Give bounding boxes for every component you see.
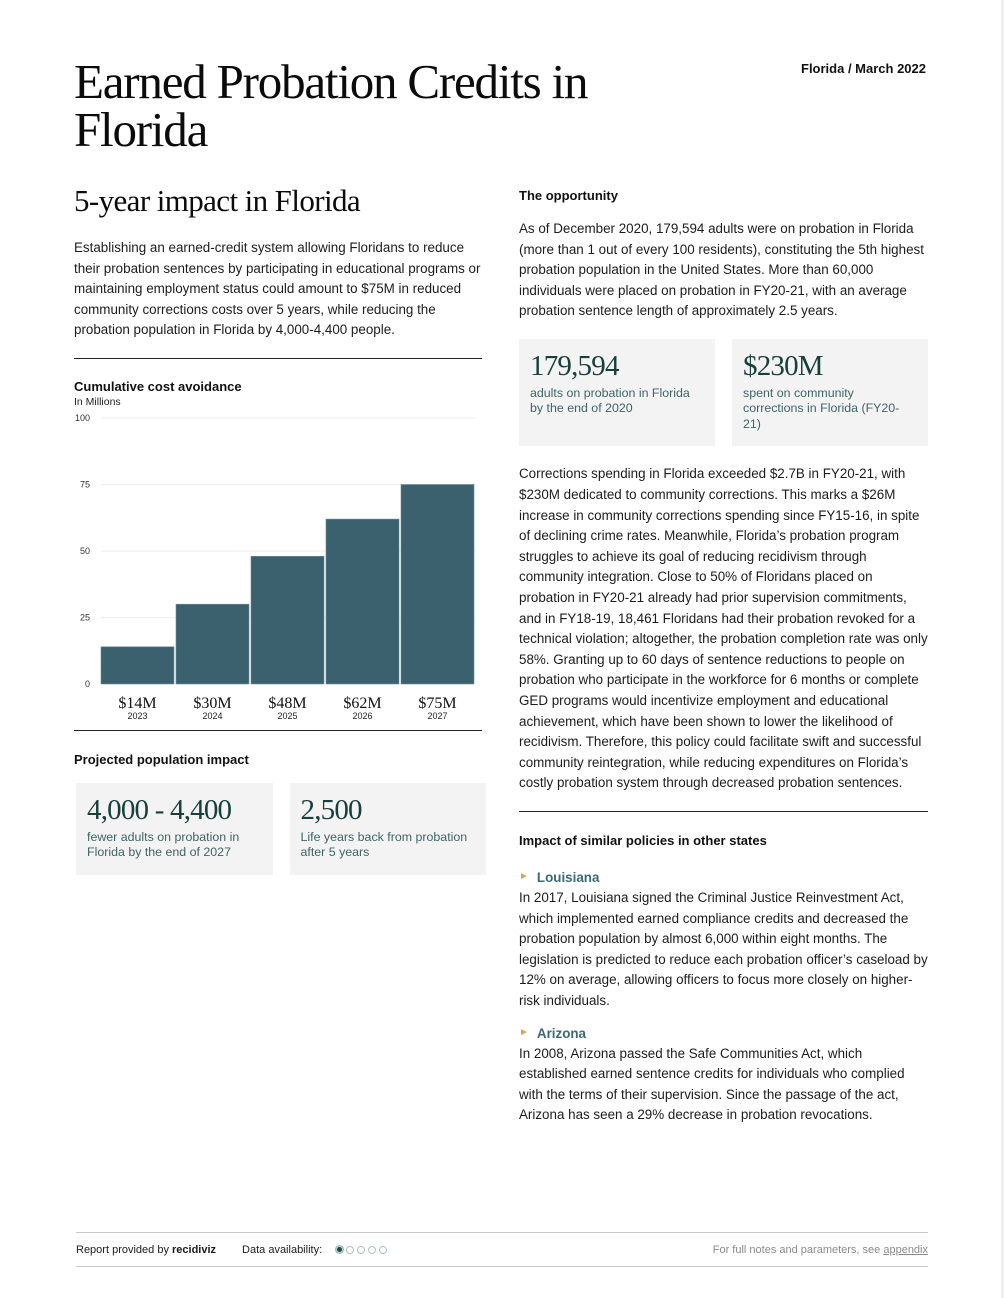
stat-card-community-spending bbox=[732, 339, 928, 447]
intro-paragraph: Establishing an earned-credit system allowing Floridans to reduce their probation sentences by participating in educational programs or maintaining employment status could amount to $75M in reduced community corrections costs over 5 years, while reducing the probation population in Florida by 4,000-4,400 people. bbox=[74, 240, 481, 338]
y-tick-label: 25 bbox=[79, 612, 90, 623]
bar bbox=[326, 519, 399, 684]
chart-subtitle: In Millions bbox=[74, 395, 121, 408]
triangle-right-icon: ► bbox=[519, 871, 529, 883]
x-tick-label: 2025 bbox=[277, 710, 298, 720]
bar-value-label: $30M bbox=[193, 694, 232, 712]
x-tick-label: 2023 bbox=[127, 710, 148, 720]
brand-name: recidiviz bbox=[172, 1243, 217, 1256]
divider bbox=[519, 811, 928, 812]
stat-card-adults-on-probation bbox=[519, 339, 715, 447]
section-title: 5-year impact in Florida bbox=[74, 183, 361, 218]
stat-card-life-years bbox=[290, 783, 487, 875]
availability-dot-empty bbox=[357, 1246, 365, 1254]
provided-by-label: Report provided by bbox=[76, 1243, 172, 1256]
state-name: Louisiana bbox=[536, 869, 600, 885]
bar bbox=[401, 484, 474, 684]
state-name: Arizona bbox=[536, 1025, 587, 1041]
y-tick-label: 50 bbox=[79, 545, 90, 556]
chart-title: Cumulative cost avoidance bbox=[74, 378, 242, 394]
divider bbox=[74, 730, 482, 731]
stat-description: Life years back from probation after 5 years bbox=[300, 829, 468, 860]
triangle-right-icon: ► bbox=[519, 1027, 529, 1039]
x-tick-label: 2026 bbox=[352, 710, 373, 720]
bar-value-label: $75M bbox=[418, 694, 457, 712]
report-provided-by bbox=[76, 1244, 216, 1256]
opportunity-cards bbox=[519, 339, 928, 447]
availability-dot-filled bbox=[336, 1246, 343, 1253]
availability-dot-empty bbox=[346, 1246, 354, 1254]
document-meta: Florida / March 2022 bbox=[801, 61, 926, 76]
availability-dot-empty bbox=[379, 1246, 387, 1254]
projected-impact-title: Projected population impact bbox=[74, 751, 249, 767]
stat-description: adults on probation in Florida by the end of 2020 bbox=[530, 385, 690, 416]
stat-value: 179,594 bbox=[530, 349, 619, 382]
stat-value: 2,500 bbox=[300, 793, 362, 826]
bar-chart-svg bbox=[74, 410, 482, 720]
y-tick-label: 100 bbox=[74, 412, 90, 423]
stat-description: fewer adults on probation in Florida by the end of 2027 bbox=[87, 829, 240, 860]
right-column bbox=[519, 188, 928, 1126]
state-item-louisiana bbox=[519, 870, 928, 1012]
state-description: In 2017, Louisiana signed the Criminal Justice Reinvestment Act, which implemented earned compliance credits and decreased the probation population by almost 6,000 within eight months. The legislation is predicted to reduce each probation officer’s caseload by 12% on average, allowing officers to focus more closely on higher-risk individuals. bbox=[519, 889, 928, 1008]
spending-paragraph: Corrections spending in Florida exceeded $2.7B in FY20-21, with $230M dedicated to community corrections. This marks a $26M increase in community corrections spending since FY15-16, in spite of declining crime rates. Meanwhile, Florida’s probation program struggles to achieve its goal of reducing recidivism through community integration. Close to 50% of Floridans placed on probation in FY20-21 already had prior supervision commitments, and in FY18-19, 18,461 Floridans had their probation revoked for a technical violation; altogether, the probation completion rate was only 58%. Granting up to 60 days of sentence reductions to people on probation who participate in the workforce for 6 months or complete GED programs would incentivize employment and educational achievement, which have been shown to lower the likelihood of recidivism. Therefore, this policy could facilitate swift and successful community reintegration, while reducing expenditures on Florida’s costly probation system through decreased probation sentences. bbox=[519, 466, 928, 791]
footer bbox=[76, 1232, 928, 1267]
bar bbox=[176, 604, 249, 684]
bar bbox=[251, 556, 324, 684]
footer-notes bbox=[713, 1244, 928, 1256]
data-availability-label: Data availability: bbox=[242, 1243, 323, 1256]
y-tick-label: 75 bbox=[79, 479, 90, 490]
opportunity-paragraph: As of December 2020, 179,594 adults were on probation in Florida (more than 1 out of every 100 residents), constituting the 5th highest probation population in the United States. More than 60,000 individuals were placed on probation in FY20-21, with an average probation sentence length of approximately 2.5 years. bbox=[519, 221, 924, 319]
appendix-link[interactable]: appendix bbox=[883, 1243, 928, 1256]
state-item-arizona bbox=[519, 1026, 928, 1126]
left-column bbox=[74, 182, 482, 875]
stat-value: $230M bbox=[743, 349, 823, 382]
availability-dot-empty bbox=[368, 1246, 376, 1254]
state-description: In 2008, Arizona passed the Safe Communities Act, which established earned sentence credits for individuals who complied with the terms of their supervision. Since the passage of the act, Arizona has seen a 29% decrease in probation revocations. bbox=[519, 1045, 905, 1123]
projected-impact-cards bbox=[76, 783, 486, 875]
bar bbox=[101, 647, 174, 684]
opportunity-title: The opportunity bbox=[519, 188, 618, 203]
document-title: Earned Probation Credits in Florida bbox=[74, 54, 588, 157]
notes-prefix: For full notes and parameters, see bbox=[712, 1243, 884, 1256]
divider bbox=[74, 358, 482, 359]
x-tick-label: 2024 bbox=[202, 710, 223, 720]
data-availability-rating bbox=[336, 1246, 387, 1254]
stat-description: spent on community corrections in Florida (FY20-21) bbox=[743, 385, 900, 431]
x-tick-label: 2027 bbox=[427, 710, 448, 720]
bar-value-label: $48M bbox=[268, 694, 307, 712]
stat-card-fewer-adults bbox=[76, 783, 273, 875]
cost-avoidance-chart bbox=[74, 410, 482, 720]
stat-value: 4,000 - 4,400 bbox=[87, 793, 232, 826]
bar-value-label: $62M bbox=[343, 694, 382, 712]
bar-value-label: $14M bbox=[118, 694, 157, 712]
y-tick-label: 0 bbox=[84, 678, 90, 689]
other-states-title: Impact of similar policies in other states bbox=[519, 832, 767, 848]
